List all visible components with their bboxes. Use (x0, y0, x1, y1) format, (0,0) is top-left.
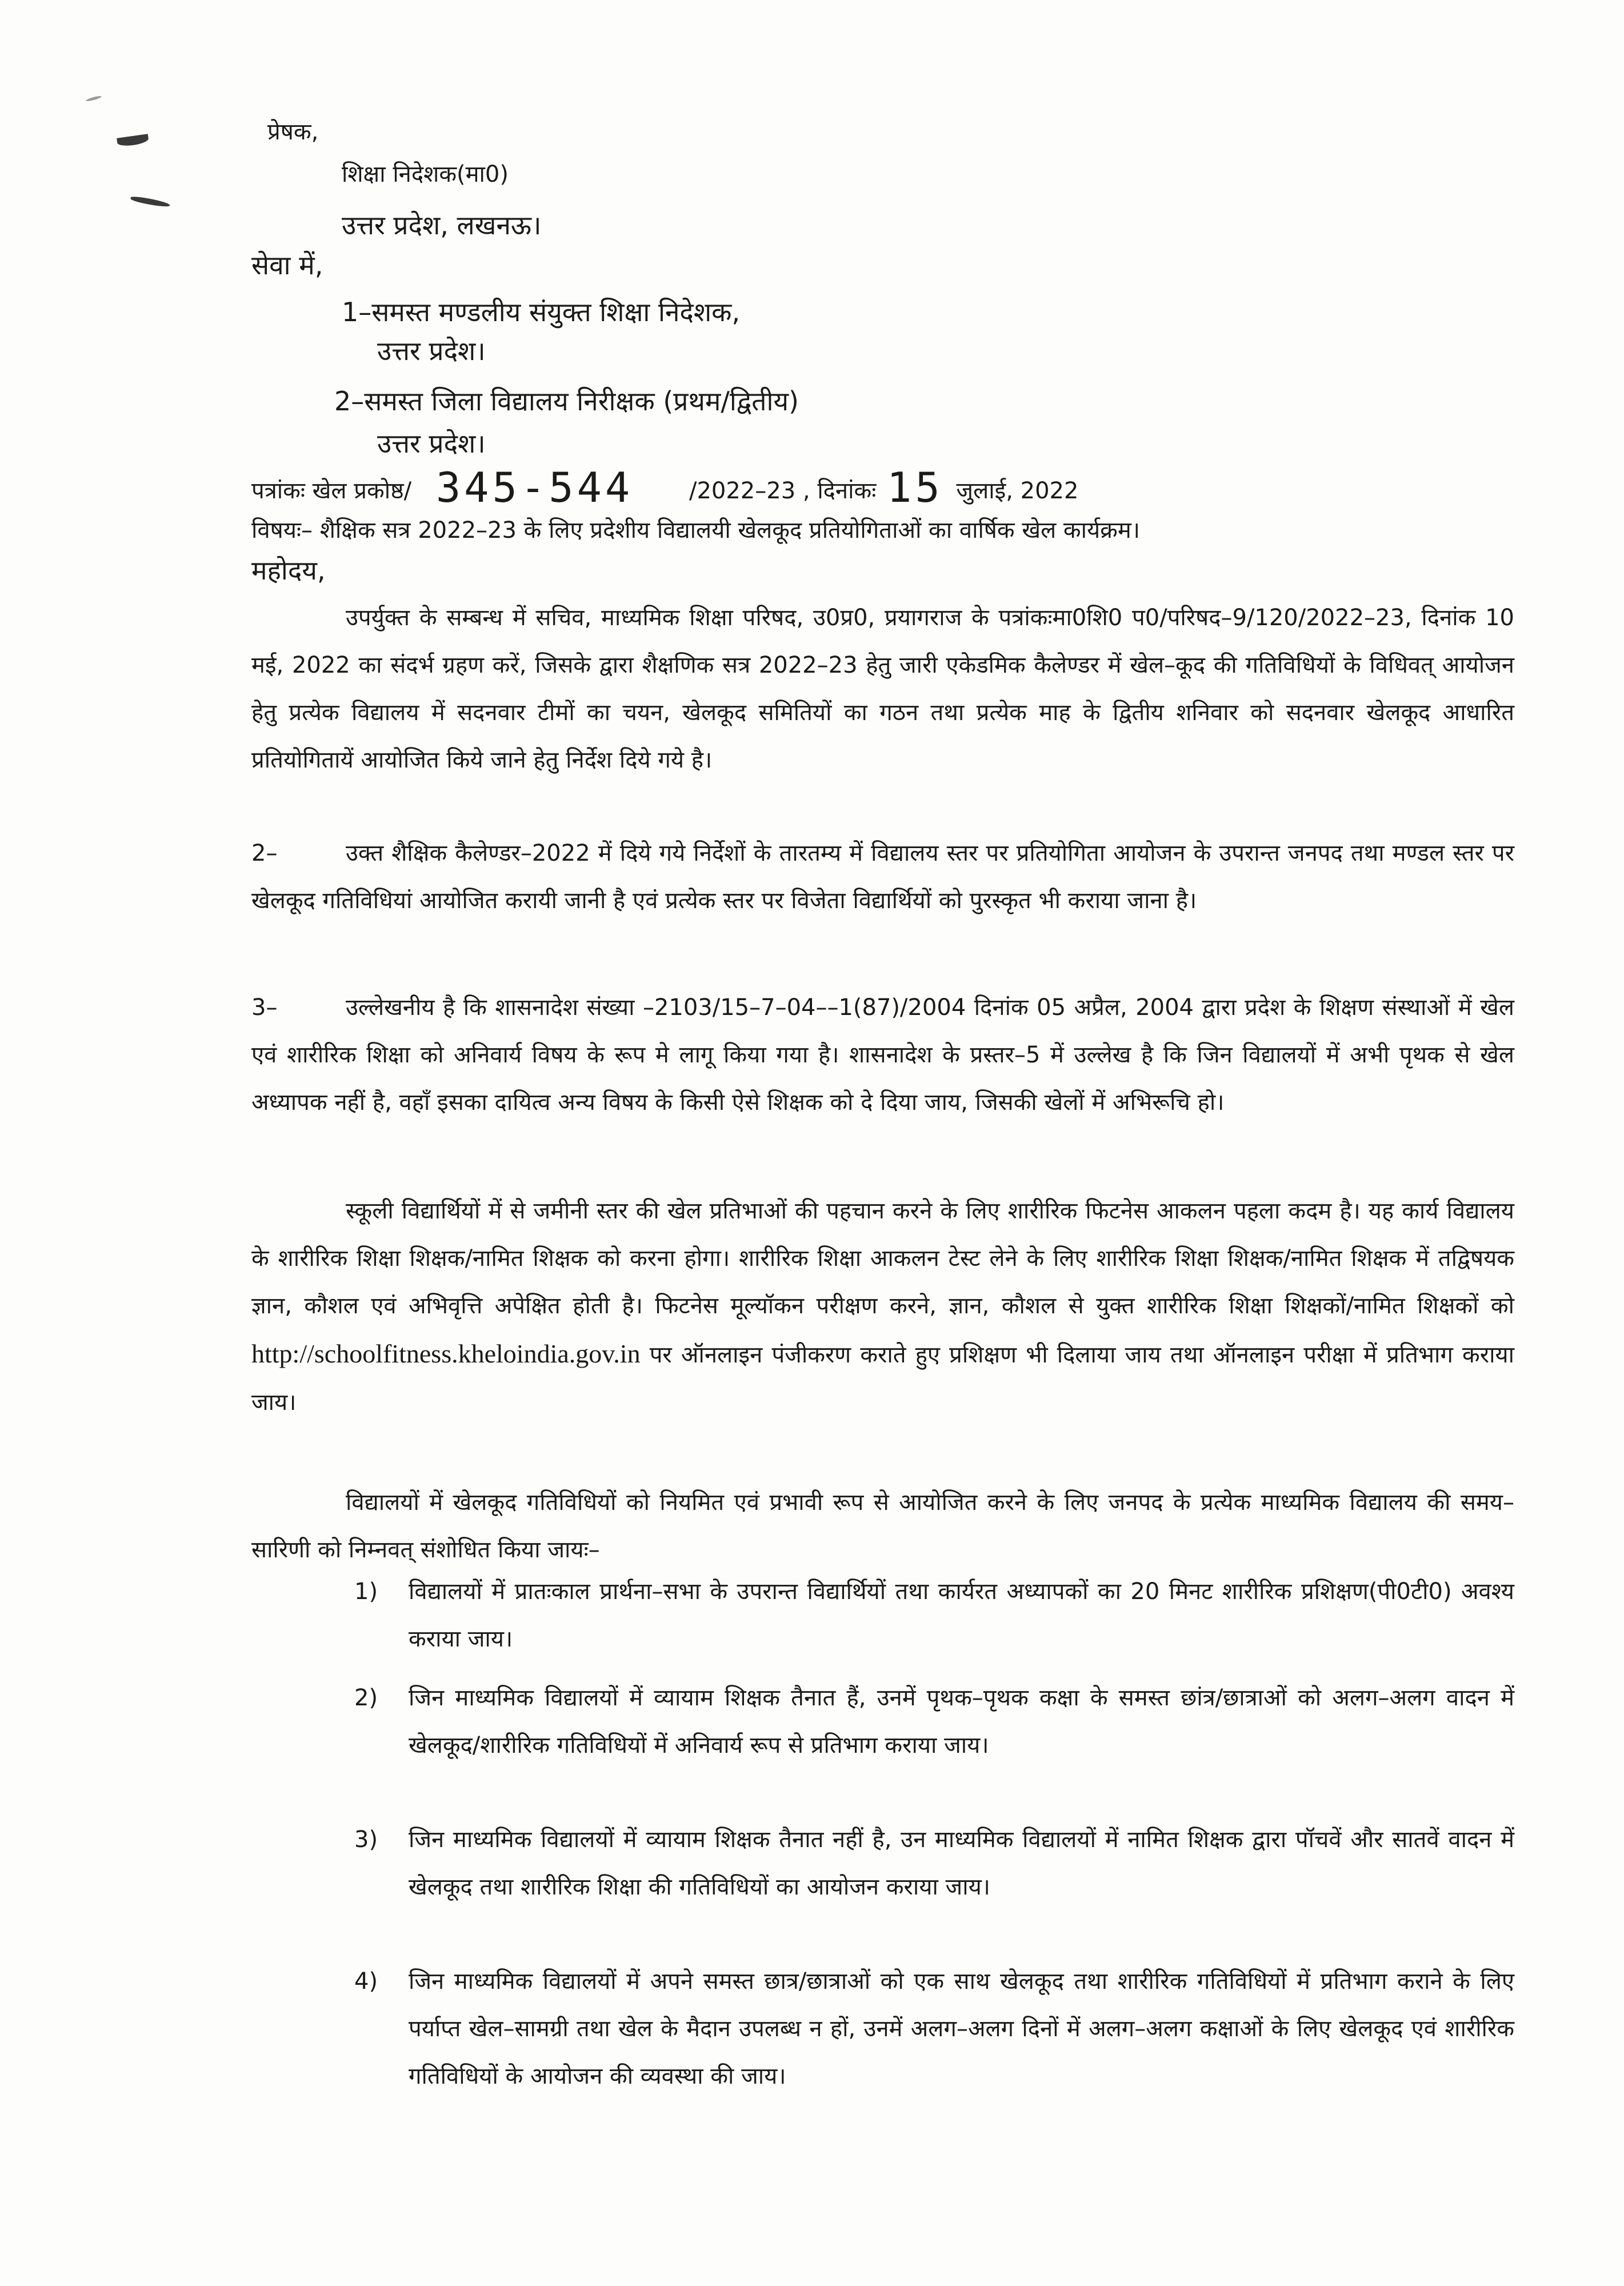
sender-name: शिक्षा निदेशक(मा0) (342, 161, 509, 187)
ref-prefix: पत्रांकः खेल प्रकोष्ठ/ (251, 478, 412, 504)
list-item-number: 3) (354, 1827, 378, 1853)
subject-line: विषयः– शैक्षिक सत्र 2022–23 के लिए प्रदेशीय विद्यालयी खेलकूद प्रतियोगिताओं का वार्षिक खेल कार्यक्रम। (251, 517, 1140, 543)
recipient-2: 2–समस्त जिला विद्यालय निरीक्षक (प्रथम/द्वितीय) (334, 386, 799, 417)
ref-month-year: जुलाई, 2022 (956, 478, 1079, 504)
paragraph-4-text-b: पर ऑनलाइन पंजीकरण कराते हुए प्रशिक्षण भी दिलाया जाय तथा ऑनलाइन परीक्षा में प्रतिभाग कराया जाय। (251, 1342, 1514, 1416)
paragraph-5-text: विद्यालयों में खेलकूद गतिविधियों को नियमित एवं प्रभावी रूप से आयोजित करने के लिए जनपद के प्रत्येक माध्यमिक विद्यालय की समय–सारिणी को निम्नवत् संशोधित किया जायः– (251, 1489, 1514, 1563)
recipient-1-place: उत्तर प्रदेश। (377, 335, 486, 366)
paragraph-2 (251, 830, 1514, 925)
paragraph-4-text-a: स्कूली विद्यार्थियों में से जमीनी स्तर की खेल प्रतिभाओं की पहचान करने के लिए शारीरिक फिटनेस आकलन पहला कदम है। यह कार्य विद्यालय के शारीरिक शिक्षा शिक्षक/नामित शिक्षक को करना होगा। शारीरिक शिक्षा आकलन टेस्ट लेने के लिए शारीरिक शिक्षा शिक्षक/नामित शिक्षक में तद्विषयक ज्ञान, कौशल एवं अभिवृत्ति अपेक्षित होती है। फिटनेस मूल्यॉकन परीक्षण करने, ज्ञान, कौशल से युक्त शारीरिक शिक्षा शिक्षकों/नामित शिक्षकों को (251, 1198, 1514, 1319)
list-item (409, 1674, 1514, 1769)
list-item-text: जिन माध्यमिक विद्यालयों में व्यायाम शिक्षक तैनात हैं, उनमें पृथक–पृथक कक्षा के समस्त छांत्र/छात्राओं को अलग–अलग वादन में खेलकूद/शारीरिक गतिविधियों में अनिवार्य रूप से प्रतिभाग कराया जाय। (409, 1685, 1514, 1759)
ref-year: /2022–23 , (689, 478, 810, 504)
list-item-number: 1) (354, 1578, 378, 1605)
scan-mark (86, 95, 102, 102)
list-item-text: जिन माध्यमिक विद्यालयों में व्यायाम शिक्षक तैनात नहीं है, उन माध्यमिक विद्यालयों में नामित शिक्षक द्वारा पॉचवें और सातवें वादन में खेलकूद तथा शारीरिक शिक्षा की गतिविधियों का आयोजन कराया जाय। (409, 1827, 1514, 1900)
list-item-number: 2) (354, 1685, 378, 1711)
salutation: महोदय, (251, 555, 326, 586)
scan-mark (130, 195, 171, 208)
paragraph-2-number: 2– (251, 840, 278, 866)
paragraph-3-text: उल्लेखनीय है कि शासनादेश संख्या –2103/15–7–04––1(87)/2004 दिनांक 05 अप्रैल, 2004 द्वारा प्रदेश के शिक्षण संस्थाओं में खेल एवं शारीरिक शिक्षा को अनिवार्य विषय के रूप मे लागू किया गया है। शासनादेश के प्रस्तर–5 में उल्लेख है कि जिन विद्यालयों में अभी पृथक से खेल अध्यापक नहीं है, वहाँ इसका दायित्व अन्य विषय के किसी ऐसे शिक्षक को दे दिया जाय, जिसकी खेलों में अभिरूचि हो। (251, 994, 1514, 1116)
ref-day-handwritten: 15 (887, 463, 943, 511)
paragraph-1-text: उपर्युक्त के सम्बन्ध में सचिव, माध्यमिक शिक्षा परिषद, उ0प्र0, प्रयागराज के पत्रांकःमा0शि0 प0/परिषद–9/120/2022–23, दिनांक 10 मई, 2022 का संदर्भ ग्रहण करें, जिसके द्वारा शैक्षणिक सत्र 2022–23 हेतु जारी एकेडमिक कैलेण्डर में खेल–कूद की गतिविधियों के विधिवत् आयोजन हेतु प्रत्येक विद्यालय में सदनवार टीमों का चयन, खेलकूद समितियों का गठन तथा प्रत्येक माह के द्वितीय शनिवार को सदनवार खेलकूद आधारित प्रतियोगितायें आयोजित किये जाने हेतु निर्देश दिये गये है। (251, 605, 1514, 773)
paragraph-5 (251, 1479, 1514, 1574)
list-item-text: विद्यालयों में प्रातःकाल प्रार्थना–सभा के उपरान्त विद्यार्थियों तथा कार्यरत अध्यापकों का 20 मिनट शारीरिक प्रशिक्षण(पी0टी0) अवश्य कराया जाय। (409, 1578, 1514, 1652)
fitness-portal-url: http://schoolfitness.kheloindia.gov.in (251, 1339, 641, 1368)
paragraph-4 (251, 1188, 1514, 1426)
ref-number-handwritten: 345-544 (435, 463, 634, 511)
paragraph-1 (251, 594, 1514, 784)
to-label: सेवा में, (251, 250, 323, 281)
paragraph-3 (251, 984, 1514, 1126)
sender-place: उत्तर प्रदेश, लखनऊ। (342, 210, 542, 241)
reference-line (251, 464, 1078, 511)
recipient-1: 1–समस्त मण्डलीय संयुक्त शिक्षा निदेशक, (342, 297, 741, 327)
list-item (409, 1568, 1514, 1663)
recipient-2-place: उत्तर प्रदेश। (377, 428, 486, 459)
list-item-number: 4) (354, 1968, 378, 1995)
paragraph-3-number: 3– (251, 994, 278, 1021)
list-item (409, 1958, 1514, 2100)
list-item-text: जिन माध्यमिक विद्यालयों में अपने समस्त छात्र/छात्राओं को एक साथ खेलकूद तथा शारीरिक गतिविधियों में प्रतिभाग कराने के लिए पर्याप्त खेल–सामग्री तथा खेल के मैदान उपलब्ध न हों, उनमें अलग–अलग दिनों में अलग–अलग कक्षाओं के लिए खेलकूद एवं शारीरिक गतिविधियों के आयोजन की व्यवस्था की जाय। (409, 1968, 1514, 2089)
ref-date-label: दिनांकः (817, 478, 877, 504)
scan-mark (117, 134, 149, 147)
sender-label: प्रेषक, (267, 119, 319, 145)
list-item (409, 1816, 1514, 1911)
paragraph-2-text: उक्त शैक्षिक कैलेण्डर–2022 में दिये गये निर्देशों के तारतम्य में विद्यालय स्तर पर प्रतियोगिता आयोजन के उपरान्त जनपद तथा मण्डल स्तर पर खेलकूद गतिविधियां आयोजित करायी जानी है एवं प्रत्येक स्तर पर विजेता विद्यार्थियों को पुरस्कृत भी कराया जाना है। (251, 840, 1514, 914)
